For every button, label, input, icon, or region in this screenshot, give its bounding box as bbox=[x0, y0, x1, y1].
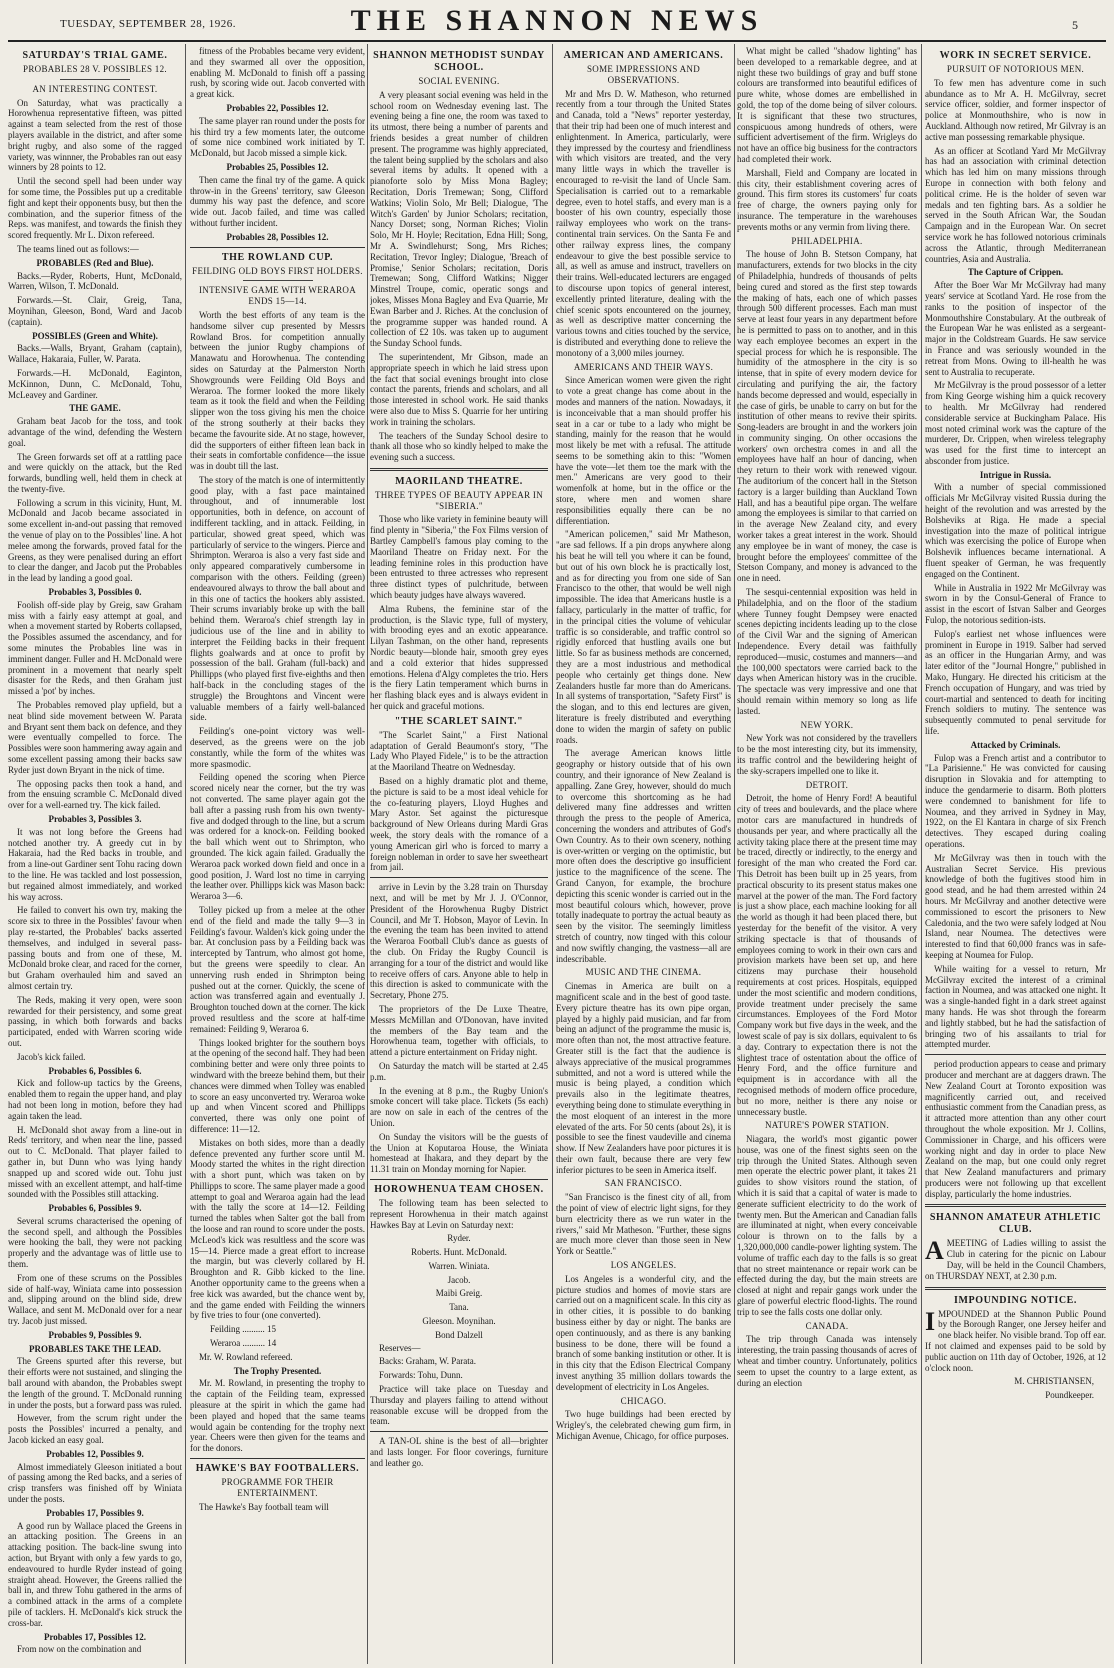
section-heading: CANADA. bbox=[805, 1320, 849, 1331]
paragraph: While in Australia in 1922 Mr McGilvray was sworn in by the Consul-General of France to assist in the escort of Istvan Salber and Georges Fulop, the notorious sedition-ists. bbox=[925, 582, 1106, 626]
paragraph: The teachers of the Sunday School desire to thank all those who so kindly helped to make the evening such a success. bbox=[370, 430, 548, 463]
paragraph: To few men has adventure come in such abundance as to Mr A. H. McGilvray, secret service officer, soldier, and former inspector of police at Monmouthshire, who is now in Auckland. Although now retired, Mr Gilvray is an active man possessing remarkable physique. bbox=[925, 77, 1106, 142]
advertisement bbox=[925, 1306, 1106, 1401]
team-list: Backs.—Ryder, Roberts, Hunt, McDonald, Warren, Wilson, T. McDonald. bbox=[8, 270, 182, 292]
signature-title: Poundkeeper. bbox=[1045, 1390, 1094, 1401]
column-1 bbox=[8, 46, 182, 1664]
paragraph: Several scrums characterised the opening of the second spell, and although the Possibles were hooking the ball, they were not packing properly and the advantage was of little use to them. bbox=[8, 1215, 182, 1270]
paragraph: The trip through Canada was intensely interesting, the train passing thousands of acres of wheat and timber country. Unfortunately, politics seem to upset the country to a large extent, as during an election bbox=[737, 1334, 917, 1388]
divider bbox=[925, 1287, 1106, 1290]
paragraph: Since American women were given the right to vote a great change has come about in the modes and manners of the nation. Nowadays, it is inconceivable that a man should proffer his seat in a car or tube to a lady who might be standing, mainly for the reason that he would most likely be met with a refusal. The attitude seems to be something akin to this: "Women have the vote—let them toe the mark with the men." Americans are very good to their womenfolk at home, but in the office or the store, where men and women share responsibilities equally there can be no differentiation. bbox=[556, 375, 731, 526]
paragraph: Los Angeles is a wonderful city, and the picture studios and homes of movie stars are carried out on a magnificent scale. In this city as in other cities, it is possible to do banking business either by day or night. The banks are open continuously, and as there is any banking business to be done, there will be found a branch of some banking institution or other. It is in this city that the Edison Electrical Company invest anything 35 million dollars towards the development of electricity in Los Angeles. bbox=[556, 1273, 731, 1392]
column-rule bbox=[734, 44, 735, 1664]
divider bbox=[370, 877, 548, 878]
column-3 bbox=[370, 46, 548, 1664]
notice-body: MEETING of Ladies willing to assist the Club in catering for the picnic on Labour Day, will be held in the Council Chambers, on THURSDAY NEXT, at 2.30 p.m. bbox=[925, 1238, 1106, 1281]
score-line: Probables 28, Possibles 12. bbox=[226, 231, 329, 242]
score-line: Probables 6, Possibles 9. bbox=[48, 1203, 142, 1214]
issue-date: TUESDAY, SEPTEMBER 28, 1926. bbox=[60, 18, 236, 30]
team-line: Roberts. Hunt. McDonald. bbox=[411, 1247, 507, 1258]
subheadline: THREE TYPES OF BEAUTY APPEAR IN "SIBERIA." bbox=[374, 489, 544, 511]
paragraph: Feilding opened the scoring when Pierce scored nicely near the corner, but the try was not converted. The same player again got the ball after a passing rush from his own twenty-five and dodged through to the line, but a scrum was ordered for a knock-on. Feilding booked the ball which went out to Shrimpton, who grounded. The kick again failed. Gradually the Weraroa pack worked down field and once in a good position, J. Ward lost no time in carrying the leather over. Phillipps kick was Mason back: Weraroa 3—6. bbox=[190, 772, 365, 902]
score-line: Probables 12, Possibles 9. bbox=[46, 1448, 144, 1459]
divider bbox=[243, 280, 313, 281]
page-number: 5 bbox=[1072, 18, 1078, 32]
column-rule bbox=[185, 44, 186, 1664]
paragraph: However, from the scrum right under the posts the Possibles' incurred a penalty, and Jacob kicked an easy goal. bbox=[8, 1413, 182, 1446]
paragraph: The Probables removed play upfield, but a neat blind side movement between W. Parata and Bryant sent them back on defence, and they were eventually compelled to force. The Possibles were soon hammering away again and some excellent passing among their backs saw Ryder just down Bryant in the nick of time. bbox=[8, 700, 182, 775]
team-list: Forwards.—H. McDonald, Eaginton, McKinnon, Dunn, C. McDonald, Tohu, McLeavey and Gardiner. bbox=[8, 367, 182, 400]
paragraph: With a number of special commissioned officials Mr McGilvray visited Russia during the height of the revolution and was arrested by the Bolsheviks at Riga. He made a special investigation into the maze of political intrigue which was exercising the police of Europe when Bolshevik influences became international. A fluent speaker of German, he was frequently engaged on the Continent. bbox=[925, 482, 1106, 579]
headline: IMPOUNDING NOTICE. bbox=[953, 1294, 1078, 1306]
paragraph: The house of John B. Stetson Company, hat manufacturers, extends for two blocks in the city of Philadelphia, hundreds of thousands of pelts being cured and stored as the first step towards the making of hats, each one of which passes through 500 different processes. Each man must serve at least four years in any department before he is permitted to pass on to another, and in this way each employee becomes an expert in the special process for which he is responsible. The humidity of the atmosphere in the city is so intense, that in spite of every modern device for circulating and purifying the air, the factory hands become depressed and would, especially in the case of girls, be unable to carry on but for the institution of other means to revive their spirits. Song-leaders are brought in and the workers join in community singing. On other occasions the workers' own orchestra comes in and all the employees have half an hour of dancing, when they return to their work with renewed vigour. The auditorium of the concert hall in the Stetson factory is a larger building than Auckland Town Hall, and has a beautiful pipe organ. The welfare among the employees is similar to that carried on in the average New Zealand city, and every worker takes a great interest in the work. Should any employee be in want of money, the case is brought before the employees' committee of the Stetson Company, and money is advanced to the one in need. bbox=[737, 249, 917, 584]
paragraph: Based on a highly dramatic plot and theme, the picture is said to be a most ideal vehicle for the co-featuring players, Lloyd Hughes and Mary Astor. Set against the picturesque background of New Orleans during Mardi Gras week, the story deals with the romance of a young American girl who is forced to marry a foreign nobleman in order to save her sweetheart from jail. bbox=[370, 776, 548, 873]
section-heading: NEW YORK. bbox=[800, 719, 854, 730]
paragraph: The Green forwards set off at a rattling pace and were quickly on the attack, but the Red forwards, bundling well, held them in check at the twenty-five. bbox=[8, 451, 182, 494]
section-heading: DETROIT. bbox=[805, 779, 849, 790]
score-line: Probables 6, Possibles 6. bbox=[48, 1065, 142, 1076]
section-heading: Attacked by Criminals. bbox=[970, 739, 1061, 750]
subheadline: PROBABLES 28 V. POSSIBLES 12. bbox=[23, 64, 167, 74]
result-line: Feilding .......... 15 bbox=[210, 1324, 277, 1335]
newspaper-title: THE SHANNON NEWS bbox=[350, 4, 764, 37]
masthead bbox=[0, 0, 1114, 44]
paragraph: Mr. M. Rowland, in presenting the trophy to the captain of the Feilding team, expressed pleasure at the spirit in which the game had been played and hoped that the same teams would again be contending for the trophy next year. Cheers were then given for the teams and for the donors. bbox=[190, 1378, 365, 1454]
team-heading: POSSIBLES (Green and White). bbox=[32, 330, 158, 341]
headline: AMERICAN AND AMERICANS. bbox=[563, 50, 724, 61]
paragraph: A good run by Wallace placed the Greens in an attacking position. The Greens in an attacking position. The back-line swung into action, but Bryant with only a few yards to go, endeavoured to hurdle Ryder instead of going straight ahead. However, the Greens rallied the ball in, and threw Tohu gathered in the arms of a combined attack in the arms of a complete pile of tacklers. H. McDonald's kick struck the cross-bar. bbox=[8, 1520, 182, 1628]
section-heading: AMERICANS AND THEIR WAYS. bbox=[573, 361, 714, 372]
paragraph: Detroit, the home of Henry Ford! A beautiful city of trees and boulevards, and the place where motor cars are manufactured in hundreds of thousands per year, and where practically all the activity taking place there at the present time may be traced, directly or indirectly, to the energy and foresight of the man who created the Ford car. This Detroit has been built up in 25 years, from practical obscurity to its present status makes one marvel at the power of the man. The Ford factory is just a show place, each machine looking for all the world as though it had been placed there, but yesterday for the benefit of the visitor. A very striking spectacle is that of thousands of employees coming to work in their own cars and provision markets have been set up, and here citizens may purchase their household requirements at cost prices. Hospitals, equipped under the most scientific and modern conditions, provide treatment under precisely the same circumstances. Employees of the Ford Motor Company work but five days in the week, and the lowest scale of pay is six dollars, equivalent to 6s a day. Contrary to expectation there is not the slightest trace of ostentation about the office of Henry Ford, and the office furniture and equipment is in accordance with all the recognised methods of modern office procedure, but no more, neither is there any noise or unnecessary bustle. bbox=[737, 793, 917, 1117]
paragraph: The teams lined out as follows:— bbox=[17, 243, 139, 254]
column-4 bbox=[556, 46, 731, 1664]
paragraph: On Sunday the visitors will be the guests of the Union at Koputaroa House, the Winiata homestead at Ihakara, and they depart by the 11.31 train on Monday morning for Napier. bbox=[370, 1131, 548, 1175]
paragraph: Forwards: Tohu, Dunn. bbox=[379, 1370, 463, 1381]
divider bbox=[190, 247, 365, 248]
paragraph: Niagara, the world's most gigantic power house, was one of the finest sights seen on the trip through the United States. Although seven men operate the electric power plant, it takes 21 guides to show visitors round the station, of which it is said that a capital of water is made to generate sufficient electricity to do the work of twenty men. But the American and Canadian falls are illuminated at night, when every conceivable colour is thrown on to the falls by a 1,320,000,000 candle-power lighting system. The volume of traffic each day to the falls is so great that no street maintenance or repair work can be effected during the day, but the main streets are closed at night and repair gangs work under the glare of powerful electric flood-lights. The round trip to see the falls costs one dollar only. bbox=[737, 1134, 917, 1317]
headline: SHANNON METHODIST SUNDAY SCHOOL. bbox=[373, 50, 545, 73]
section-heading: The Trophy Presented. bbox=[233, 1365, 322, 1376]
team-line: Gleeson. Moynihan. bbox=[422, 1316, 496, 1327]
divider bbox=[190, 1458, 365, 1459]
paragraph: A very pleasant social evening was held in the school room on Wednesday evening last. The evening being a fine one, the room was taxed to its utmost, there being a number of parents and friends besides a great number of children present. The programme was highly appreciated, the talent being supplied by the scholars and also several items by adults. It opened with a pianoforte solo by Miss Mona Bagley; Recitation, Doris Tremewan; Song, Clifford Watkins; Violin Solo, Mr Bell; Dialogue, 'The Witch's Garden' by Junior Scholars; recitation, Nancy Dorset; song, Norman Riches; Violin Solo, Mr H. Hoyle; Recitation, Edna Hill; Song, Mr A. Swindlehurst; Song, Mrs Riches; Recitation, Trevor Ingley; Dialogue, 'Breach of Promise,' Senior Scholars; recitation, Doris Tremewan; Song, Clifford Watkins; Nigger Minstrel Troupe, comic, operatic songs and jokes, Misses Mona Bagley and Eva Quarrie, Mr Ewan Barber and J. Riches. At the conclusion of the programme supper was handed round. A collection of £2 10s. was taken up to augument the Sunday School funds. bbox=[370, 89, 548, 349]
team-line: Maibi Greig. bbox=[435, 1288, 483, 1299]
headline: HAWKE'S BAY FOOTBALLERS. bbox=[195, 1463, 360, 1475]
team-list: Backs.—Walls, Bryant, Graham (captain), Wallace, Hakaraia, Fuller, W. Parata. bbox=[8, 343, 182, 365]
score-line: Probables 3, Possibles 3. bbox=[48, 814, 142, 824]
paragraph: Backs: Graham, W. Parata. bbox=[379, 1356, 476, 1367]
paragraph: The sesqui-centennial exposition was held in Philadelphia, and on the floor of the stadium where Tunney fought Dempsey were enacted scenes depicting incidents leading up to the close of the Civil War and the signing of American Independence. Every detail was faithfully reproduced—music, costumes and manners—and the 100,000 spectators were carried back to the days when American history was in the crucible. The spectacle was very impressive and one that should remain within memory so long as life lasted. bbox=[737, 587, 917, 716]
paragraph: Kick and follow-up tactics by the Greens, enabled them to regain the upper hand, and play had not been long in motion, before they had again taken the lead. bbox=[8, 1078, 182, 1121]
paragraph: New York was not considered by the travellers to be the most interesting city, but its immensity, its traffic control and the bewildering height of the sky-scrapers impelled one to like it. bbox=[737, 733, 917, 776]
paragraph: Worth the best efforts of any team is the handsome silver cup presented by Messrs Rowland Bros. for competition annually between the junior Rugby champions of Manawatu and Horowhenua. The contending sides on Saturday at the Palmerston North Showgrounds were Feilding Old Boys and Weraroa. The former looked the more likely team as it took the field and when the Feilding slipper won the toss giving his men the choice of the strong southerly at their backs they became the favourite side. At no stage, however, did the supporters of either fifteen lean back in their seats in comfortable confidence—the issue was in doubt till the last. bbox=[190, 309, 365, 472]
paragraph: Mr McGilvray was then in touch with the Australian Secret Service. His previous knowledge of both the fugitives stood him in good stead, and he had them arrested within 24 hours. Mr McGilvray and another detective were commissioned to escort the prisoners to New Caledonia, and the two were safely lodged at Nou Island, near Noumea. The detectives were interested to find that 60,000 francs was in safe-keeping at Noumea for Fulop. bbox=[925, 852, 1106, 960]
paragraph: From one of these scrums on the Possibles side of half-way, Winiata came into possession and, slipping around on the blind side, drew Wallace, and sent M. McDonald over for a near try. Jacob just missed. bbox=[8, 1272, 182, 1327]
score-line: Probables 17, Possibles 9. bbox=[46, 1507, 144, 1518]
paragraph: period production appears to cease and primary producer and merchant are at daggers drawn. The New Zealand Court at Toronto exposition was magnificently carried out, and received enthusiastic comment from the Canadian press, as it attracted more attention than any other court throughout the whole exposition. Mr J. Collins, Commissioner in Charge, and his officers were working night and day in order to place New Zealand on the map, but one could only regret that New Zealand manufacturers and primary producers were not following up that excellent display, particularly the home industries. bbox=[925, 1059, 1106, 1199]
paragraph: After the Boer War Mr McGilvray had many years' service at Scotland Yard. He rose from the ranks to the position of inspector of the Monmouthshire Constabulary. At the outbreak of the European War he was enlisted as a sergeant-major in the Coldstream Guards. He saw service in France and was seriously wounded in the retreat from Mons. Owing to ill-health he was sent to Australia to recuperate. bbox=[925, 280, 1106, 377]
drop-cap: I bbox=[925, 1306, 936, 1336]
paragraph: "American policemen," said Mr Matheson, "are sad fellows. If a pin drops anywhere along his beat he will tell you where it can be found, but out of his own block he is practically lost, and as for directing you from one side of San Francisco to the other, that would be well nigh impossible. The idea that Americans hustle is a fallacy, particularly in the matter of traffic, for in the principal cities the volume of vehicular traffic is so considerable, and traffic control so rigidly enforced that hustling avails one but little. So far as business methods are concerned, they are a most industrious and methodical people who certainly get things done. New Zealanders hustle far more than do Americans. In all systems of transportation, "Safety First" is the slogan, and to this end lectures are given, literature is freely distributed and everything done to widen the margin of safety on public roads. bbox=[556, 529, 731, 745]
paragraph: The opposing packs then took a hand, and from the ensuing scramble C. McDonald dived over for a well-earned try. The kick failed. bbox=[8, 778, 182, 811]
paragraph: Following a scrum in this vicinity, Hunt, M. McDonald and Jacob became associated in some excellent in-and-out passing that removed the venue of play on to the Possibles' line. A hot melee among the forwards, proved fatal for the Greens, as they were penalised during an effort to clear the danger, and Jacob put the Probables in the lead by landing a good goal. bbox=[8, 497, 182, 584]
subheadline: SOCIAL EVENING. bbox=[418, 76, 500, 86]
team-line: Jacob. bbox=[447, 1274, 471, 1285]
paragraph: "The Scarlet Saint," a First National adaptation of Gerald Beaumont's story, "The Lady Who Played Fidele," is to be the attraction at the Maoriland Theatre on Wednesday. bbox=[370, 729, 548, 773]
paragraph: Fulop's earliest net whose influences were prominent in Europe in 1919. Salber had served as an officer in the Hungarian Army, and was later editor of the "Journal Hongre," published in Mako, Hungary. He directed his criticism at the French occupation of Hungary, and was tried by court-martial and sentenced to death for inciting French soldiers to mutiny. The sentence was subsequently commuted to penal servitude for life. bbox=[925, 628, 1106, 737]
paragraph: Foolish off-side play by Greig, saw Graham miss with a fairly easy attempt at goal, and when a movement started by Roberts collapsed, the Possibles assumed the ascendancy, and for some minutes the Probables line was in imminent danger. Fuller and H. McDonald were prominent in a movement that nearly spelt disaster for the Reds, and then Graham just missed a 'pot' by inches. bbox=[8, 599, 182, 697]
paragraph: Feilding's one-point victory was well-deserved, as the greens were on the job constantly, while the form of the whites was more spasmodic. bbox=[190, 726, 365, 769]
headline: SATURDAY'S TRIAL GAME. bbox=[22, 50, 168, 61]
section-heading: The Capture of Crippen. bbox=[967, 267, 1064, 278]
score-line: Probables 25, Possibles 12. bbox=[226, 161, 329, 172]
column-6 bbox=[925, 46, 1106, 1664]
divider bbox=[925, 1204, 1106, 1207]
divider bbox=[370, 1431, 548, 1432]
paragraph: He failed to convert his own try, making the score six to three in the Possibles' favour when play re-started, the Probables' backs asserted themselves, and indulged in several pass-passing bouts and from one of these, M. McDonald broke clear, and raced for the corner, but Graham overhauled him and saved an almost certain try. bbox=[8, 905, 182, 991]
paragraph: Mr McGilvray is the proud possessor of a letter from King George wishing him a quick recovery to health. Mr McGilvray had rendered considerable service at Buckingham Palace. His most noted criminal work was the capture of the murderer, Dr. Crippen, when wireless telegraphy was used for the first time to intercept an absconder from justice. bbox=[925, 380, 1106, 466]
headline: WORK IN SECRET SERVICE. bbox=[939, 50, 1092, 61]
section-heading: PHILADELPHIA. bbox=[791, 235, 863, 246]
notice-body: MPOUNDED at the Shannon Public Pound by the Borough Ranger, one Jersey heifer and one black heifer. No visible brand. Top off ear. If not claimed and expenses paid to be sold by public auction on 11th day of October, 1926, at 12 o'clock noon. bbox=[925, 1308, 1106, 1373]
section-heading: SAN FRANCISCO. bbox=[604, 1178, 683, 1189]
team-list: Forwards.—St. Clair, Greig, Tana, Moynihan, Gleeson, Bond, Ward and Jacob (captain). bbox=[8, 295, 182, 327]
paragraph: H. McDonald shot away from a line-out in Reds' territory, and when near the line, passed out to C. McDonald. That player failed to gather in, but Dunn who was lying handy snapped up and scored wide out. Tohu just missed with an excellent attempt, and half-time sounded with the Possibles still attacking. bbox=[8, 1124, 182, 1200]
divider bbox=[370, 1179, 548, 1180]
paragraph: Almost immediately Gleeson initiated a bout of passing among the Red backs, and a series of crisp transfers was finished off by Winiata under the posts. bbox=[8, 1461, 182, 1505]
paragraph: arrive in Levin by the 3.28 train on Thursday next, and will be met by Mr J. J. O'Connor, President of the Horowhenua Rugby District Council, and Mr T. Hobson, Mayor of Levin. In the evening the team has been invited to attend the Weraroa Football Club's dance as guests of the club. On Friday the Rugby Council is arranging for a tour of the district and would like to receive offers of cars. Anyone able to help in this direction is asked to communicate with the Secretary, Phone 275. bbox=[370, 882, 548, 1001]
score-line: Probables 3, Possibles 0. bbox=[48, 587, 142, 598]
section-heading: MUSIC AND THE CINEMA. bbox=[585, 967, 702, 978]
paragraph: Mr and Mrs D. W. Matheson, who returned recently from a tour through the United States and Canada, told a "News" reporter yesterday, that their trip had been one of much interest and enlightenment. In America, particularly, were they impressed by the courtesy and friendliness with which visitors are treated, and the very many little ways in which the traveller is encouraged to re-visit the land of Uncle Sam. Specialisation is carried out to a remarkable degree, even to hotel staffs, and every man is a booster of his own country, especially those railway employees who work on the trans-continental train services. On the Santa Fe and other railway express lines, the company endeavour to give the best possible service to all, as well as amuse and instruct, travellers on their trains. Well-educated lecturers are engaged to discourse upon topics of general interest, excellently printed literature, dealing with the chief scenic spots encountered on the journey, as well as descriptive matter concerning the various towns and cities touched by the service, is distributed and everything done to relieve the monotony of a 3,000 miles journey. bbox=[556, 88, 731, 358]
paragraph: On Saturday the match will be started at 2.45 p.m. bbox=[370, 1060, 548, 1082]
paragraph: Mistakes on both sides, more than a deadly defence prevented any further score until M. Moody started the whites in the right direction with a short punt, which was taken on by Phillipps to score. The same player made a good attempt to goal and Weraroa again had the lead with the tally the score at 14—12. Feilding turned the tables when Salter got the ball from the loose and ran round to score under the posts. McLeod's kick was resultless and the score was 15—14. Pierce made a great effort to increase the margin, but was cleverly collared by H. Broughton and R. Gibb kicked to the line. Another opportunity came to the greens when a free kick was awarded, but the chance went by, and the game ended with Feilding the winners by five tries to four (one converted). bbox=[190, 1137, 365, 1321]
paragraph: Alma Rubens, the feminine star of the production, is the Slavic type, full of mystery, with brooding eyes and an exotic appearance. Lilyan Tashman, on the other hand, represents Nordic beauty—blonde hair, smooth grey eyes and a cold exterior that hides suppressed emotions. Helena d'Algy completes the trio. Hers is the fiery Latin temperament which burns in her flashing black eyes and is always evident in her quick and graceful motions. bbox=[370, 603, 548, 712]
subheadline: FEILDING OLD BOYS FIRST HOLDERS. bbox=[192, 265, 363, 276]
advertisement-line: A TAN-OL shine is the best of all—brighter and lasts longer. For floor coverings, furniture and leather go. bbox=[370, 1436, 548, 1468]
paragraph: On Saturday, what was practically a Horowhenua representative fifteen, was pitted against a team selected from the rest of those players available in the district, and after some bright rugby, and also some of the ragged variety, was winnner, the Probables ran out easy winners by 28 points to 12. bbox=[8, 97, 182, 173]
paragraph: In the evening at 8 p.m., the Rugby Union's smoke concert will take place. Tickets (5s each) are now on sale in each of the centres of the Union. bbox=[370, 1085, 548, 1128]
paragraph: Fulop was a French artist and a contributor to "La Parisienne." He was convicted for causing disruption in Slovakia and for attempting to induce the gendarmerie to disarm. Both plotters were condemned to banishment for life to Noumea, and they arrived in Sydney in May, 1922, on the El Kantara in charge of six French detectives. They escaped during coaling operations. bbox=[925, 752, 1106, 849]
headline: MAORILAND THEATRE. bbox=[395, 475, 523, 487]
paragraph: "San Francisco is the finest city of all, from the point of view of electric light signs, for they burn electricity there as we run water in the rivers," said Mr Matheson. "Further, these signs are much more clever than those seen in New York or Seattle." bbox=[556, 1192, 731, 1257]
column-rule bbox=[552, 44, 553, 1664]
headline: "THE SCARLET SAINT." bbox=[394, 715, 524, 727]
result-line: Weraroa .......... 14 bbox=[210, 1338, 277, 1349]
headline: THE ROWLAND CUP. bbox=[221, 251, 334, 263]
drop-cap: A bbox=[925, 1236, 944, 1266]
signature-name: M. CHRISTIANSEN, bbox=[1014, 1376, 1094, 1387]
paragraph: Until the second spell had been under way for some time, the Possibles put up a creditable fight and kept their opponents busy, but then the combination, and the superior fitness of the Reps. was manifest, and towards the finish they scored frequently. Mr L. Dixon refereed. bbox=[8, 176, 182, 241]
paragraph: The same player ran round under the posts for his third try a few moments later, the outcome of some nice combined work initiated by T. McDonald, but Jacob missed a simple kick. bbox=[190, 115, 365, 159]
paragraph: Things looked brighter for the southern boys at the opening of the second half. They had been combining better and were only three points to windward with the breeze behind them, but their chances were dimmed when Tolley was enabled to score an easy unconverted try. Weraroa woke up and when Vincent scored and Phillipps converted, there was only one point of difference: 11—12. bbox=[190, 1037, 365, 1134]
paragraph: The Hawke's Bay football team will bbox=[199, 1501, 329, 1512]
paragraph: Those who like variety in feminine beauty will find plenty in "Siberia," the Fox Films version of Bartley Campbell's famous play coming to the Maoriland Theatre on Friday next. For the leading feminine roles in this production have been entrusted to three actresses who represent three distinct types of pulchritude, between which beauty judges have always wavered. bbox=[370, 514, 548, 601]
section-heading: Intrigue in Russia. bbox=[979, 469, 1052, 480]
score-line: Probables 9, Possibles 9. bbox=[48, 1329, 142, 1340]
paragraph: Jacob's kick failed. bbox=[17, 1051, 86, 1062]
paragraph: Then came the final try of the game. A quick throw-in in the Greens' territory, saw Gleeson dummy his way past the defence, and score wide out. Jacob failed, and time was called without further incident. bbox=[190, 174, 365, 228]
section-heading: NATURE'S POWER STATION. bbox=[764, 1120, 890, 1131]
team-line: Bond Dalzell bbox=[435, 1329, 483, 1340]
subheadline: PURSUIT OF NOTORIOUS MEN. bbox=[946, 64, 1085, 74]
paragraph: Practice will take place on Tuesday and Thursday and players failing to attend without reasonable excuse will be dropped from the team. bbox=[370, 1384, 548, 1427]
paragraph: While waiting for a vessel to return, Mr McGilvray excited the interest of a criminal faction in Noumea, and was attacked one night. It was a single-handed fight in a dark street against many hands. He was shot through the forearm and lightly stabbed, but he had the satisfaction of bringing two of his assailants to trial for attempted murder. bbox=[925, 963, 1106, 1050]
referee-line: Mr. W. Rowland refereed. bbox=[199, 1351, 293, 1362]
notice-text bbox=[925, 1238, 1106, 1281]
paragraph: The Greens spurted after this reverse, but their efforts were not sustained, and slinging the ball around with abandon, the Probables swept the length of the ground. T. McDonald running in under the posts, but a forward pass was ruled. bbox=[8, 1356, 182, 1410]
divider bbox=[60, 79, 130, 80]
team-line: Tana. bbox=[449, 1302, 469, 1313]
score-line: Probables 22, Possibles 12. bbox=[226, 102, 329, 113]
score-line: Probables 17, Possibles 12. bbox=[43, 1631, 147, 1642]
subheadline: INTENSIVE GAME WITH WERAROA ENDS 15—14. bbox=[199, 285, 356, 307]
column-rule bbox=[367, 44, 368, 1664]
column-2 bbox=[190, 46, 365, 1664]
team-line: Ryder. bbox=[447, 1233, 471, 1244]
paragraph: The proprietors of the De Luxe Theatre, Messrs McMillan and O'Donovan, have invited the members of the Bay team and the Horowhenua team, together with officials, to attend a picture entertainment on Friday night. bbox=[370, 1003, 548, 1058]
divider bbox=[370, 468, 548, 471]
column-rule bbox=[921, 44, 922, 1664]
paragraph: It was not long before the Greens had notched another try. A greedy cut in by Hakaraia, had the Red backs in trouble, and from a line-out Gardiner sent Tohu racing down to the line. He was tackled and lost possession, but regained almost immediately, and worked his way across. bbox=[8, 826, 182, 902]
paragraph: The following team has been selected to represent Horowhenua in their match against Hawkes Bay at Levin on Saturday next: bbox=[370, 1197, 548, 1230]
section-heading: THE GAME. bbox=[69, 403, 121, 414]
section-heading: CHICAGO. bbox=[620, 1395, 667, 1406]
notice-text bbox=[925, 1306, 1106, 1374]
paragraph: From now on the combination and bbox=[17, 1644, 142, 1655]
paragraph: Marshall, Field and Company are located in this city, their establishment covering acres of ground. This firm stores its customers' fur coats free of charge, the owners paying only for insurance. The temperature in the warehouses prevents moths or any vermin from living there. bbox=[737, 167, 917, 232]
subheadline: SOME IMPRESSIONS AND OBSERVATIONS. bbox=[586, 64, 701, 85]
section-heading: LOS ANGELES. bbox=[610, 1260, 677, 1271]
paragraph: The average American knows little geography or history outside that of his own country, and their ignorance of New Zealand is appalling. Zane Grey, however, should do much to overcome this shortcoming as he had delivered many fine addresses and written through the press to the people of America, concerning the wonders and attributes of God's Own Country. As to their own scenery, nothing is over-written or verging on the optimistic, but more often does the descriptive go insufficient justice to the magnificence of the scene. The Grand Canyon, for example, the brochure depicting this scenic wonder is carried out in the most beautiful colours which, however, prove totally inadequate to portray the actual beauty as seen by the visitor. The seemingly limitless stretch of country, now tinged with this colour and now swiftly changing, the vastness—all are indescribable. bbox=[556, 748, 731, 964]
section-heading: PROBABLES TAKE THE LEAD. bbox=[28, 1343, 162, 1354]
paragraph: Tolley picked up from a melee at the other end of the field and made the tally 9—3 in Feilding's favour. Walden's kick going under the bar. At conclusion pass by a Feilding back was intercepted by Tantrum, who almost got home, but the greens were speedily to clear. An unnerving rush ended in Shrimpton being pushed out at the corner. Quickly, the scene of action was transferred again and eventually J. Broughton touched down at the corner. The kick proved resultless and the score at half-time remained: Feilding 9, Weraroa 6. bbox=[190, 904, 365, 1034]
paragraph: Cinemas in America are built on a magnificent scale and in the best of good taste. Every picture theatre has its own pipe organ, played by a highly paid musician, and far from being an adjunct of the programme the music is, more often than not, the most attractive feature. Greater still is the fact that the audience is always appreciative of the musical programmes submitted, and not a word is uttered while the music is being played, a condition which prevails also in the legitimate theatres, everything being done to stimulate everything in the most eloquent of an interest in the more elevated of the arts. For 50 cents (about 2s), it is possible to see the finest vaudeville and cinema show. If New Zealanders have poor pictures it is their own fault, because there are very few inferior pictures to be seen in America itself. bbox=[556, 981, 731, 1175]
paragraph: Two huge buildings had been erected by Wrigley's, the celebrated chewing gum firm, in Michigan Avenue, Chicago, for office purposes. bbox=[556, 1409, 731, 1442]
paragraph: fitness of the Probables became very evident, and they swarmed all over the opposition, enabling M. McDonald to finish off a passing rush, by scoring wide out. Jacob converted with a great kick. bbox=[190, 46, 365, 100]
advertisement bbox=[925, 1238, 1106, 1281]
paragraph: As an officer at Scotland Yard Mr McGilvray has had an association with criminal detection which has led him on many missions through Europe in connection with both felony and political crime. He is the holder of seven war medals and ten fighting bars. As a soldier he served in the South African War, the Soudan Campaign and in the European War. On secret service work he has followed notorious criminals across the Atlantic, through Mediterranean countries, Asia and Australia. bbox=[925, 145, 1106, 264]
paragraph: The superintendent, Mr Gibson, made an appropriate speech in which he laid stress upon the fact that social evenings brought into close contact the parents, friends and scholars, and all those interested in school work. He said thanks were also due to Miss S. Quarrie for her untiring work in training the scholars. bbox=[370, 351, 548, 427]
subheadline: AN INTERESTING CONTEST. bbox=[32, 83, 158, 94]
headline: SHANNON AMATEUR ATHLETIC CLUB. bbox=[929, 1212, 1102, 1236]
headline: HOROWHENUA TEAM CHOSEN. bbox=[374, 1183, 544, 1195]
paragraph: The story of the match is one of intermittently good play, with a fast pace maintained throughout, and of innumerable lost opportunities, both in defence, on account of indifferent tackling, and in attack. Feilding, in particular, showed great speed, which was particularly of service to the wingers. Pierce and Shrimpton. Weraroa is also a very fast side and only appeared comparatively cumbersome in comparison with the others. Feilding (green) endeavoured always to throw the ball about and in this one of tactics the hookers ably assisted. Their scrums invariably broke up with the ball behind them. Weraroa's chief strength lay in judicious use of the line and in ability to interpret the Feilding backs in their frequent flights goalwards and at once to profit by possession of the ball. Graham (full-back) and Phillipps (who played first five-eighths and then half-back in the concluding stages of the struggle) the Broughtons and Vincent were valuable members of a fairly well-balanced side. bbox=[190, 474, 365, 723]
paragraph: What might be called "shadow lighting" has been developed to a remarkable degree, and at night these two buildings of gray and buff stone colours are transformed into beautiful edifices of pure white, whose domes are embellished in gold, the top of the dome being of silver colours. It is significant that these two structures, conspicuous among hundreds of others, were sufficient advertisement of the firm. Wrigleys do not have an office big business for the contractors had completed their work. bbox=[737, 46, 917, 164]
column-5 bbox=[737, 46, 917, 1664]
team-heading: PROBABLES (Red and Blue). bbox=[36, 257, 154, 268]
divider bbox=[925, 1054, 1106, 1055]
masthead-rule bbox=[8, 40, 1106, 42]
paragraph: Reserves— bbox=[379, 1342, 421, 1353]
paragraph: The Reds, making it very open, were soon rewarded for their persistency, and some great passing, in which both forwards and backs participated, ended with Warren scoring wide out. bbox=[8, 994, 182, 1048]
subheadline: PROGRAMME FOR THEIR ENTERTAINMENT. bbox=[221, 1477, 334, 1498]
team-line: Warren. Winiata. bbox=[428, 1260, 490, 1271]
paragraph: Graham beat Jacob for the toss, and took advantage of the wind, defending the Western goal. bbox=[8, 416, 182, 448]
